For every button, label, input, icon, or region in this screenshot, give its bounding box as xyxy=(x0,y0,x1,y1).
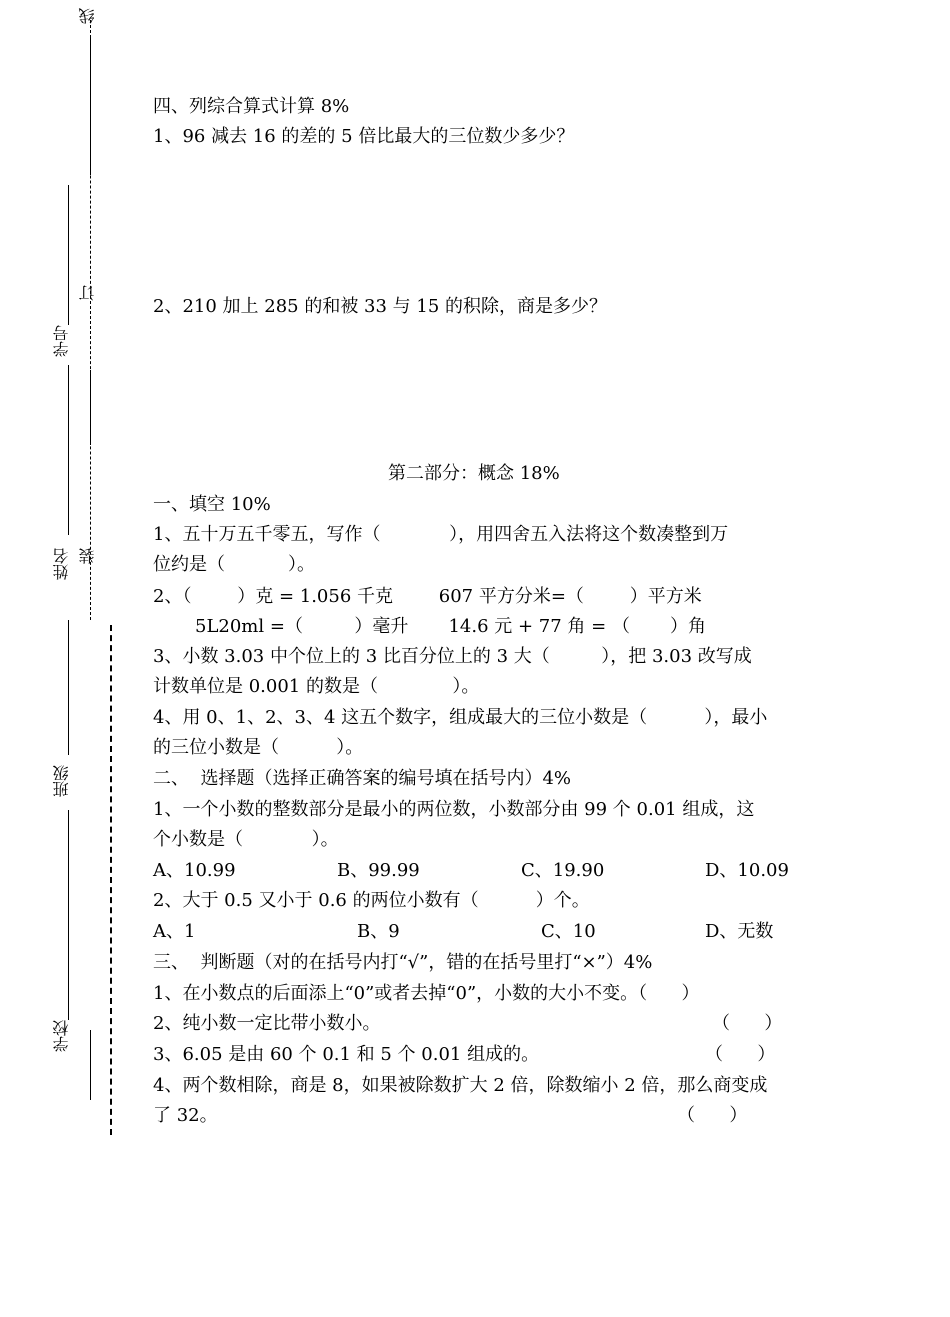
fill-q2-line1: 2、（ ）克 = 1.056 千克 607 平方分米=（ ）平方米 xyxy=(153,586,702,607)
judge-q2-bracket: （ ） xyxy=(712,1013,783,1034)
choice-q1-option-b: B、99.99 xyxy=(337,860,420,881)
judge-q4-line2: 了 32。 xyxy=(153,1105,218,1126)
choice-heading: 二、 选择题（选择正确答案的编号填在括号内）4% xyxy=(153,768,571,789)
judge-q4-line1: 4、两个数相除，商是 8，如果被除数扩大 2 倍，除数缩小 2 倍，那么商变成 xyxy=(153,1075,768,1096)
choice-q2-option-b: B、9 xyxy=(357,921,400,942)
part2-title: 第二部分：概念 18% xyxy=(388,463,560,484)
fill-q1-line2: 位约是（ ）。 xyxy=(153,554,315,575)
choice-q2-option-c: C、10 xyxy=(541,921,596,942)
class-underline xyxy=(68,620,69,755)
fill-q3-line2: 计数单位是 0.001 的数是（ ）。 xyxy=(153,676,480,697)
binding-dashed-line-lower xyxy=(110,625,112,1135)
part4-heading: 四、列综合算式计算 8% xyxy=(153,96,350,117)
judge-q3: 3、6.05 是由 60 个 0.1 和 5 个 0.01 组成的。 xyxy=(153,1044,540,1065)
judge-q2: 2、纯小数一定比带小数小。 xyxy=(153,1013,381,1034)
choice-q2-option-d: D、无数 xyxy=(705,921,774,942)
fill-q4-line1: 4、用 0、1、2、3、4 这五个数字，组成最大的三位小数是（ ），最小 xyxy=(153,707,768,728)
fill-q3-line1: 3、小数 3.03 中个位上的 3 比百分位上的 3 大（ ），把 3.03 改写成 xyxy=(153,646,752,667)
judge-q1: 1、在小数点的后面添上“0”或者去掉“0”，小数的大小不变。（ ） xyxy=(153,983,700,1004)
binding-dashed-line xyxy=(90,20,91,620)
judge-q4-bracket: （ ） xyxy=(677,1105,748,1126)
class-label: 班级 xyxy=(52,765,71,797)
student-id-label: 学号 xyxy=(52,325,71,357)
name-underline-top xyxy=(68,365,69,535)
choice-q1-option-c: C、19.90 xyxy=(521,860,605,881)
fill-heading: 一、填空 10% xyxy=(153,494,271,515)
student-id-underline xyxy=(68,185,69,325)
part4-question-1: 1、96 减去 16 的差的 5 倍比最大的三位数少多少？ xyxy=(153,126,575,147)
binding-solid-line-bottom xyxy=(90,1030,91,1100)
judge-heading: 三、 判断题（对的在括号内打“√”，错的在括号里打“×”）4% xyxy=(153,952,653,973)
choice-q1-line2: 个小数是（ ）。 xyxy=(153,829,339,850)
staple-mark: 订 xyxy=(78,285,97,301)
choice-q1-option-a: A、10.99 xyxy=(153,860,236,881)
part4-question-2: 2、210 加上 285 的和被 33 与 15 的积除，商是多少？ xyxy=(153,296,608,317)
choice-q2-option-a: A、1 xyxy=(153,921,196,942)
school-underline xyxy=(68,810,69,1020)
school-label: 学校 xyxy=(52,1020,71,1052)
choice-q1-line1: 1、一个小数的整数部分是最小的两位数，小数部分由 99 个 0.01 组成，这 xyxy=(153,799,755,820)
fill-q1-line1: 1、五十万五千零五，写作（ ），用四舍五入法将这个数凑整到万 xyxy=(153,524,729,545)
fill-q2-line2: 5L20ml =（ ）毫升 14.6 元 + 77 角 = （ ）角 xyxy=(195,616,707,637)
judge-q3-bracket: （ ） xyxy=(705,1044,776,1065)
bind-mark: 装 xyxy=(78,548,97,564)
name-label: 姓名 xyxy=(52,548,71,580)
fill-q4-line2: 的三位小数是（ ）。 xyxy=(153,737,364,758)
line-mark: 线 xyxy=(78,8,97,24)
choice-q1-option-d: D、10.09 xyxy=(705,860,789,881)
choice-q2: 2、大于 0.5 又小于 0.6 的两位小数有（ ）个。 xyxy=(153,890,590,911)
